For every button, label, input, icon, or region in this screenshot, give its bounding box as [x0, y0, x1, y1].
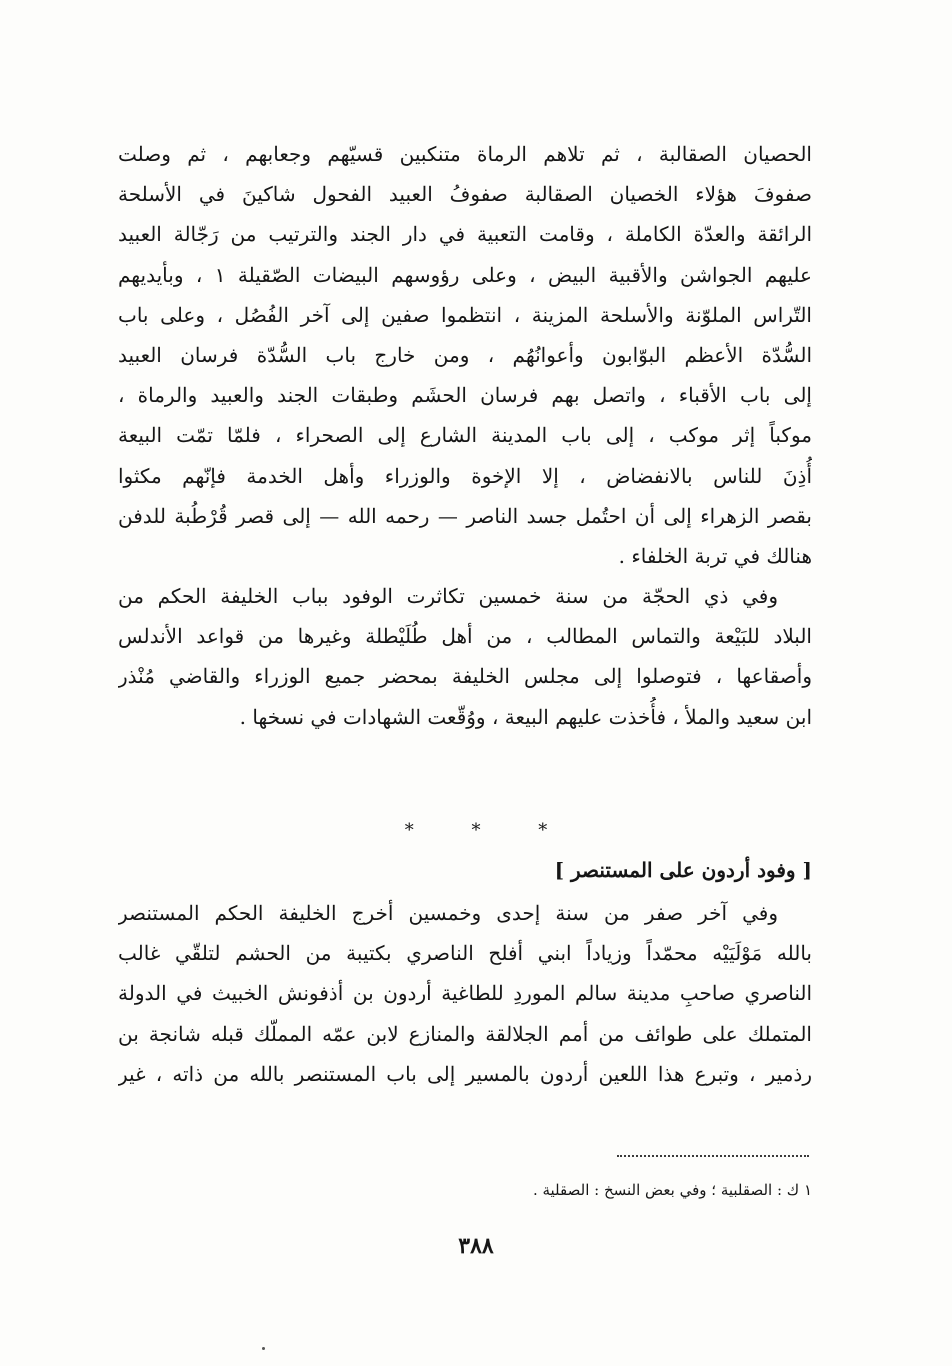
- text-line: وفي ذي الحجّة من سنة خمسين تكاثرت الوفود بباب الخليفة الحكم من: [118, 584, 778, 609]
- text-line: موكباً إثر موكب ، إلى باب المدينة الشارع إلى الصحراء ، فلمّا تمّت البيعة: [118, 423, 812, 448]
- text-line: السُّدّة الأعظم البوّابون وأعوانُهُم ، ومن خارج باب السُّدّة فرسان العبيد: [118, 342, 812, 367]
- text-line: رذمير ، وتبرع هذا اللعين أردون بالمسير إلى باب المستنصر بالله من ذاته ، غير: [118, 1061, 812, 1086]
- section-separator: * * *: [404, 820, 574, 841]
- text-line: وأصقاعها ، فتوصلوا إلى مجلس الخليفة بمحضر جميع الوزراء والقاضي مُنْذر: [118, 664, 812, 689]
- footnote: ١ ك : الصقلبية ؛ وفي بعض النسخ : الصقلية .: [532, 1181, 812, 1199]
- text-line: بقصر الزهراء إلى أن احتُمل جسد الناصر — رحمه الله — إلى قصر قُرْطُبة للدفن: [118, 503, 812, 528]
- text-line: المتملك على طوائف من أمم الجلالقة والمنازع لابن عمّه المملّك قبله شانجة بن: [118, 1021, 812, 1046]
- paragraph-block: [118, 134, 812, 737]
- text-line: البلاد للبَيْعة والتماس المطالب ، من أهل طُلَيْطلة وغيرها من قواعد الأندلس: [118, 624, 812, 649]
- paragraph-block: [118, 893, 812, 1094]
- text-line: هنالك في تربة الخلفاء .: [618, 543, 812, 568]
- scan-speck: [262, 1347, 265, 1350]
- text-line: الرائقة والعدّة الكاملة ، وقامت التعبية في دار الجند والترتيب من رَجّالة العبيد: [118, 222, 812, 247]
- text-line: الحصيان الصقالبة ، ثم تلاهم الرماة متنكبين قسيّهم وجعابهم ، ثم وصلت: [118, 142, 812, 166]
- page-number: ٣٨٨: [458, 1233, 494, 1259]
- text-line: صفوفَ هؤلاء الخصيان الصقالبة صفوفُ العبيد الفحول شاكينَ في الأسلحة: [118, 182, 812, 207]
- text-line: التّراس الملوّنة والأسلحة المزينة ، انتظموا صفين إلى آخر الفُصُل ، وعلى باب: [118, 302, 812, 327]
- text-line: بالله مَوْلَيَيْه محمّداً وزياداً ابني أفلح الناصري بكتيبة من الحشم لتلقّي غالب: [118, 941, 812, 966]
- text-line: إلى باب الأقباء ، واتصل بهم فرسان الحشَم وطبقات الجند والعبيد والرماة ،: [118, 383, 812, 408]
- text-line: الناصري صاحبِ مدينة سالم الموردِ للطاغية أردون بن أذفونش الخبيث في الدولة: [118, 981, 812, 1006]
- text-line: ابن سعيد والملأ ، فأُخذت عليهم البيعة ، ووُقّعت الشهادات في نسخها .: [239, 704, 812, 729]
- footnote-divider: [617, 1155, 809, 1157]
- text-line: عليهم الجواشن والأقبية البيض ، وعلى رؤوسهم البيضات الصّقيلة ١ ، وبأيديهم: [118, 262, 812, 287]
- section-heading: [ وفود أردون على المستنصر ]: [554, 858, 812, 882]
- text-line: وفي آخر صفر من سنة إحدى وخمسين أخرج الخليفة الحكم المستنصر: [118, 901, 778, 925]
- text-line: أُذِنَ للناس بالانفضاض ، إلا الإخوة والوزراء وأهل الخدمة فإنّهم مكثوا: [118, 463, 812, 488]
